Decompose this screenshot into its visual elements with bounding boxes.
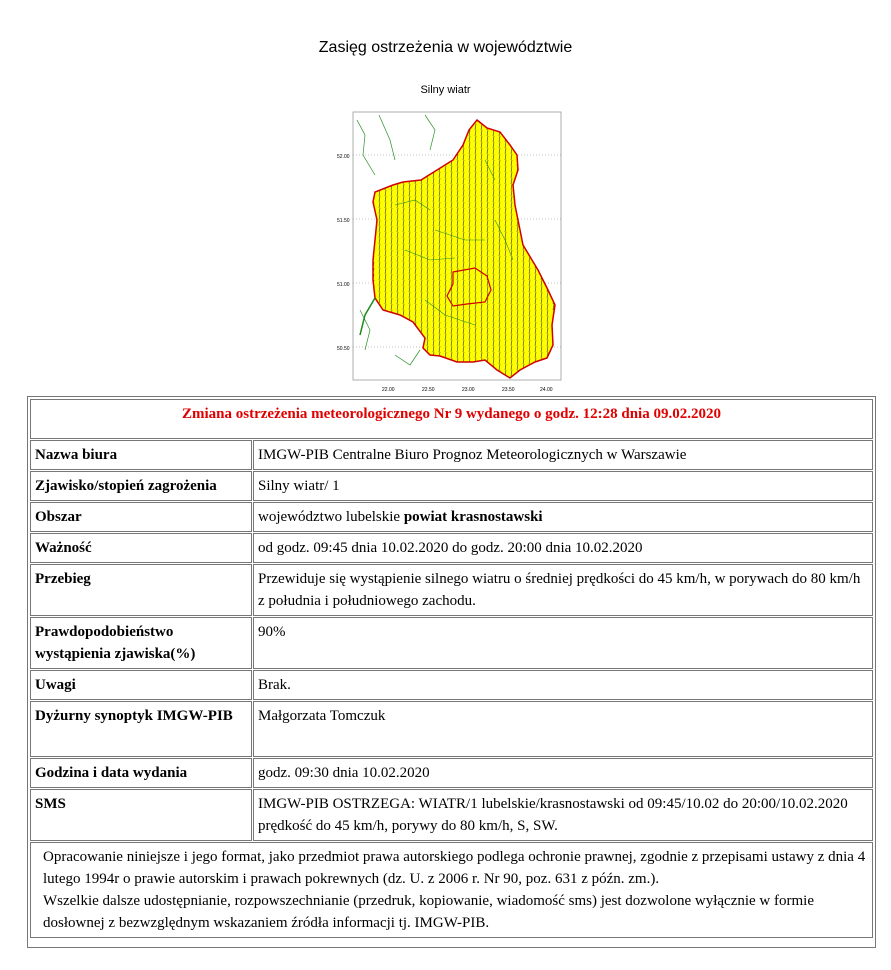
map-subtitle: Silny wiatr bbox=[420, 84, 471, 96]
sms-value: IMGW-PIB OSTRZEGA: WIATR/1 lubelskie/krasnostawski od 09:45/10.02 do 20:00/10.02.2020 prędkość do 45 km/h, porywy do 80 km/h, S, SW. bbox=[253, 789, 873, 841]
map-title: Zasięg ostrzeżenia w województwie bbox=[318, 39, 573, 56]
validity-label: Ważność bbox=[30, 533, 252, 563]
office-label: Nazwa biura bbox=[30, 440, 252, 470]
distribution-notice: Wszelkie dalsze udostępnianie, rozpowszechnianie (przedruk, kopiowanie, wiadomość sms) jest dozwolone wyłącznie w formie dosłownej z bezwzględnym wskazaniem źródła informacji tj. IMGW-PIB. bbox=[43, 893, 814, 931]
sms-label: SMS bbox=[30, 789, 252, 841]
warning-heading: Zmiana ostrzeżenia meteorologicznego Nr 9 wydanego o godz. 12:28 dnia 09.02.2020 bbox=[30, 399, 873, 439]
probability-label: Prawdopodobieństwo wystąpienia zjawiska(%) bbox=[30, 617, 252, 669]
remarks-value: Brak. bbox=[253, 670, 873, 700]
course-label: Przebieg bbox=[30, 564, 252, 616]
footer-notice bbox=[30, 842, 873, 938]
forecaster-value: Małgorzata Tomczuk bbox=[253, 701, 873, 757]
remarks-label: Uwagi bbox=[30, 670, 252, 700]
lat-label: 52.00 bbox=[337, 154, 350, 160]
lat-label: 51.50 bbox=[337, 218, 350, 224]
validity-value: od godz. 09:45 dnia 10.02.2020 do godz. 20:00 dnia 10.02.2020 bbox=[253, 533, 873, 563]
warning-map bbox=[335, 100, 575, 392]
course-value: Przewiduje się wystąpienie silnego wiatru o średniej prędkości do 45 km/h, w porywach do 80 km/h z południa i południowego zachodu. bbox=[253, 564, 873, 616]
lon-label: 23.00 bbox=[462, 387, 475, 392]
issued-label: Godzina i data wydania bbox=[30, 758, 252, 788]
lon-label: 23.50 bbox=[502, 387, 515, 392]
area-value bbox=[253, 502, 873, 532]
lon-label: 22.50 bbox=[422, 387, 435, 392]
voivodeship-area bbox=[373, 120, 555, 378]
office-value: IMGW-PIB Centralne Biuro Prognoz Meteorologicznych w Warszawie bbox=[253, 440, 873, 470]
lon-label: 22.00 bbox=[382, 387, 395, 392]
phenomenon-label: Zjawisko/stopień zagrożenia bbox=[30, 471, 252, 501]
lon-label: 24.00 bbox=[540, 387, 553, 392]
lat-label: 51.00 bbox=[337, 282, 350, 288]
lat-label: 50.50 bbox=[337, 346, 350, 352]
copyright-notice: Opracowanie niniejsze i jego format, jako przedmiot prawa autorskiego podlega ochronie prawnej, zgodnie z przepisami ustawy z dnia 4 lutego 1994r o prawie autorskim i prawach pokrewnych (dz. U. z 2006 r. Nr 90, poz. 631 z późn. zm.). bbox=[43, 849, 866, 887]
warning-table bbox=[29, 398, 874, 939]
probability-value: 90% bbox=[253, 617, 873, 669]
phenomenon-value: Silny wiatr/ 1 bbox=[253, 471, 873, 501]
forecaster-label: Dyżurny synoptyk IMGW-PIB bbox=[30, 701, 252, 757]
area-powiat: powiat krasnostawski bbox=[403, 509, 543, 525]
area-label: Obszar bbox=[30, 502, 252, 532]
area-voivodeship: województwo lubelskie bbox=[258, 509, 401, 525]
issued-value: godz. 09:30 dnia 10.02.2020 bbox=[253, 758, 873, 788]
